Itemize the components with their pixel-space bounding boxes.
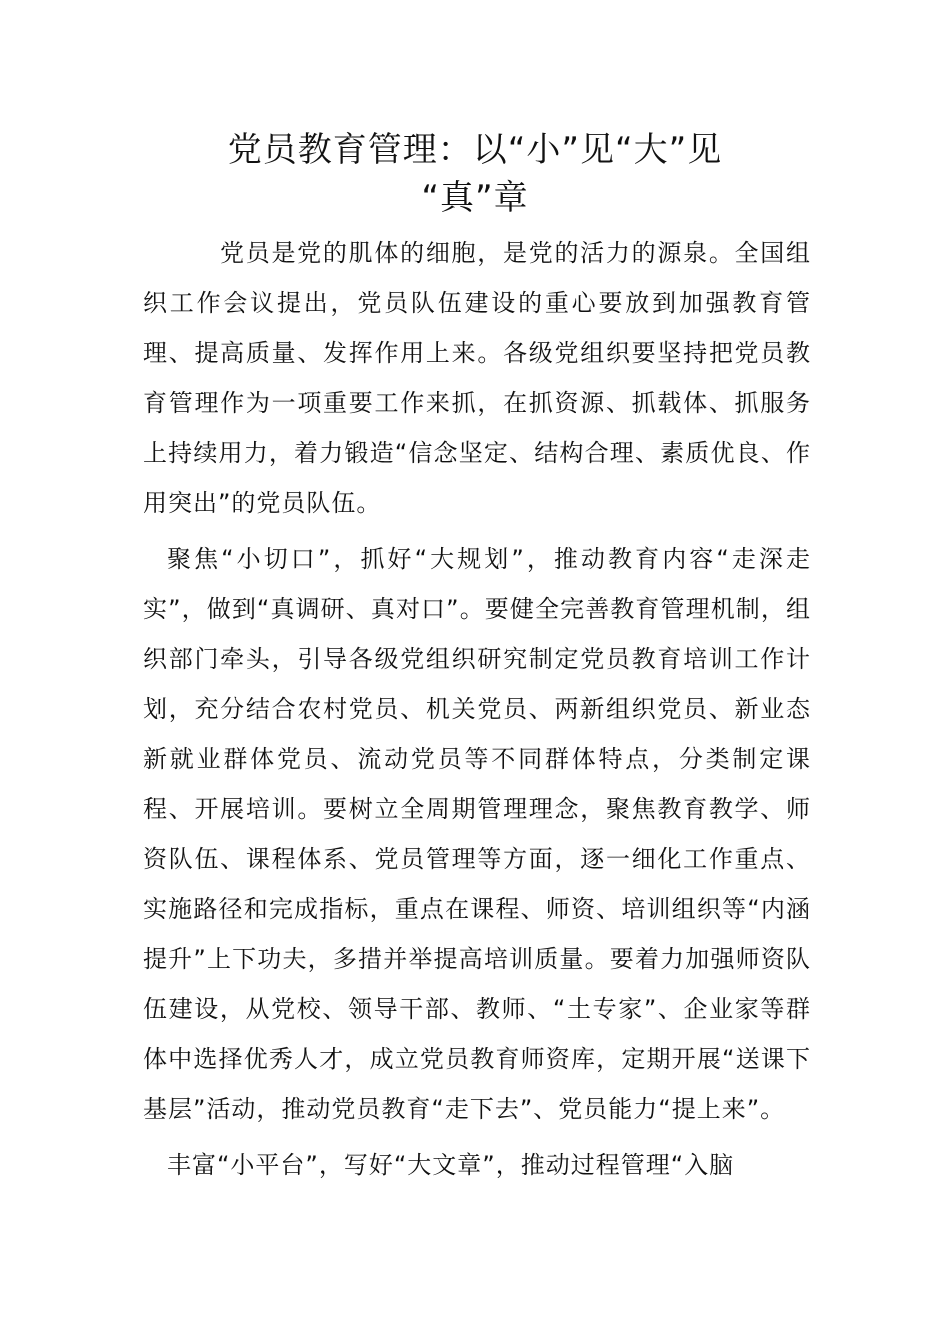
title-line-2: “真”章 — [421, 178, 529, 218]
paragraph-small-platform: 丰富“小平台”，写好“大文章”，推动过程管理“入脑 — [167, 1151, 735, 1179]
title-line-1: 党员教育管理：以“小”见“大”见 — [227, 130, 723, 170]
paragraph-focus-small-cut: 聚焦“小切口”，抓好“大规划”，推动教育内容“走深走实”，做到“真调研、真对口”。要健全完善教育管理机制，组织部门牵头，引导各级党组织研究制定党员教育培训工作计划，充分结合农村党员、机关党员、两新组织党员、新业态新就业群体党员、流动党员等不同群体特点，分类制定课程、开展培训。要树立全周期管理理念，聚焦教育教学、师资队伍、课程体系、党员管理等方面，逐一细化工作重点、实施路径和完成指标，重点在课程、师资、培训组织等“内涵提升”上下功夫，多措并举提高培训质量。要着力加强师资队伍建设，从党校、领导干部、教师、“土专家”、企业家等群体中选择优秀人才，成立党员教育师资库，定期开展“送课下基层”活动，推动党员教育“走下去”、党员能力“提上来”。 — [143, 545, 811, 1123]
document-title — [143, 126, 807, 222]
paragraph-intro: 党员是党的肌体的细胞，是党的活力的源泉。全国组织工作会议提出，党员队伍建设的重心要放到加强教育管理、提高质量、发挥作用上来。各级党组织要坚持把党员教育管理作为一项重要工作来抓，在抓资源、抓载体、抓服务上持续用力，着力锻造“信念坚定、结构合理、素质优良、作用突出”的党员队伍。 — [143, 239, 811, 517]
document-body — [143, 228, 811, 1190]
